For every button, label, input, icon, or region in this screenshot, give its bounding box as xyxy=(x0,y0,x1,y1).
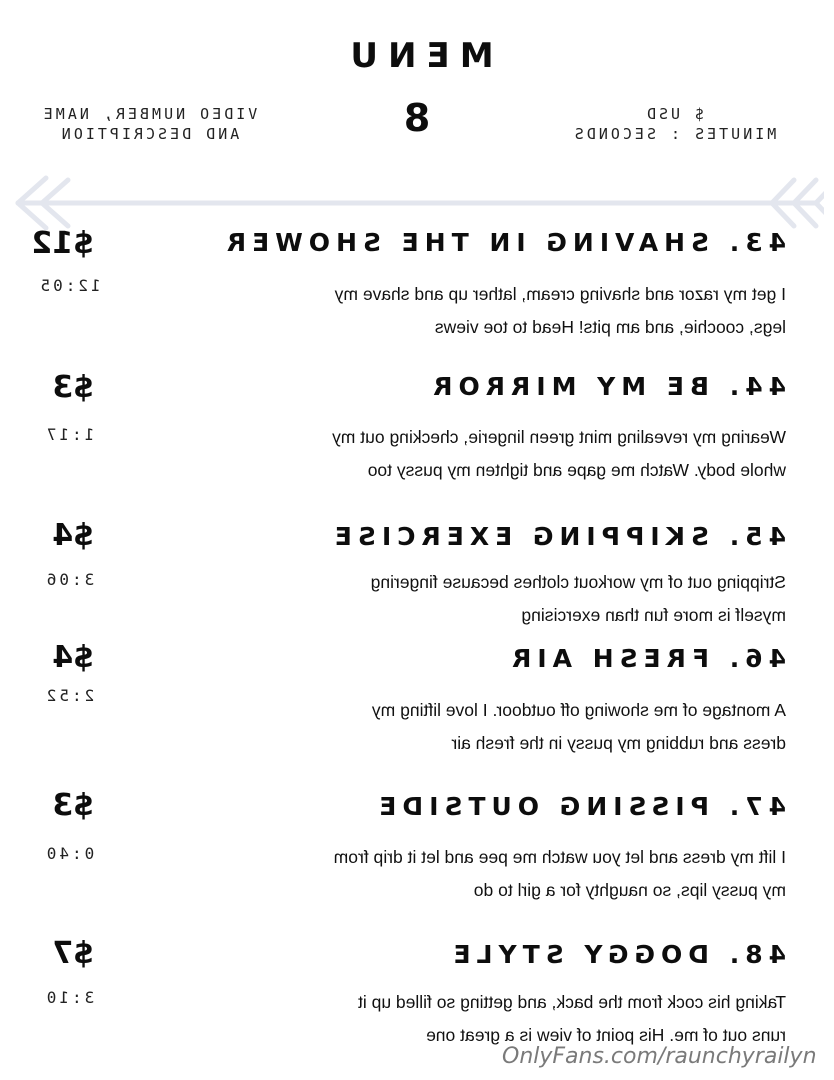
item-description xyxy=(206,566,786,632)
item-duration: 1:17 xyxy=(43,425,95,444)
item-title: 43. SHAVING IN THE SHOWER xyxy=(220,228,786,257)
page-title: MENU xyxy=(340,36,494,76)
item-price: $4 xyxy=(52,640,94,675)
legend-video-line1: VIDEO NUMBER, NAME xyxy=(40,105,258,123)
item-price: $3 xyxy=(52,370,94,405)
legend-price-duration xyxy=(544,104,804,144)
item-description-line: runs out of me. His point of view is a great one xyxy=(426,1025,786,1045)
item-description xyxy=(206,694,786,760)
item-duration: 12:05 xyxy=(37,276,101,295)
arrow-divider-icon xyxy=(10,172,824,234)
item-duration: 2:52 xyxy=(43,686,95,705)
item-description-line: myself is more fun than exercising xyxy=(521,605,786,625)
item-duration: 3:06 xyxy=(43,570,95,589)
item-duration: 3:10 xyxy=(43,988,95,1007)
page-number: 8 xyxy=(403,96,431,140)
item-title: 46. FRESH AIR xyxy=(506,644,786,673)
item-title: 47. PISSING OUTSIDE xyxy=(373,792,786,821)
item-title: 48. DOGGY STYLE xyxy=(447,940,786,969)
item-description xyxy=(206,986,786,1052)
item-description-line: whole body. Watch me gape and tighten my pussy too xyxy=(367,460,786,480)
item-title: 44. BE MY MIRROR xyxy=(427,372,786,401)
item-description-line: I get my razor and shaving cream, lather up and shave my xyxy=(334,284,786,304)
item-description xyxy=(206,278,786,344)
item-description-line: Taking his cock from the back, and getting so filled up it xyxy=(357,992,786,1012)
item-title: 45. SKIPPING EXERCISE xyxy=(328,522,786,551)
item-description-line: Stripping out of my workout clothes because fingering xyxy=(370,572,786,592)
item-description-line: dress and rubbing my pussy in the fresh air xyxy=(451,733,786,753)
watermark-text: OnlyFans.com/raunchyrailyn xyxy=(502,1044,817,1069)
item-description-line: I lift my dress and let you watch me pee and let it drip from xyxy=(333,847,786,867)
item-description-line: my pussy lips, so naughty for a girl to do xyxy=(473,880,786,900)
item-description xyxy=(206,421,786,487)
legend-duration-label: MINUTES : SECONDS xyxy=(571,125,777,143)
legend-video-line2: AND DESCRIPTION xyxy=(58,125,240,143)
item-price: $3 xyxy=(52,788,94,823)
item-description-line: Wearing my revealing mint green lingerie, checking out my xyxy=(332,427,786,447)
item-duration: 0:40 xyxy=(43,844,95,863)
item-price: $7 xyxy=(52,936,94,971)
item-price: $12 xyxy=(31,226,94,261)
legend-video-info xyxy=(24,104,274,144)
legend-price-label: $ USD xyxy=(643,105,705,123)
item-price: $4 xyxy=(52,518,94,553)
item-description xyxy=(206,841,786,907)
item-description-line: legs, coochie, and am pits! Head to toe views xyxy=(434,317,786,337)
item-description-line: A montage of me showing off outdoor. I love lifting my xyxy=(371,700,786,720)
